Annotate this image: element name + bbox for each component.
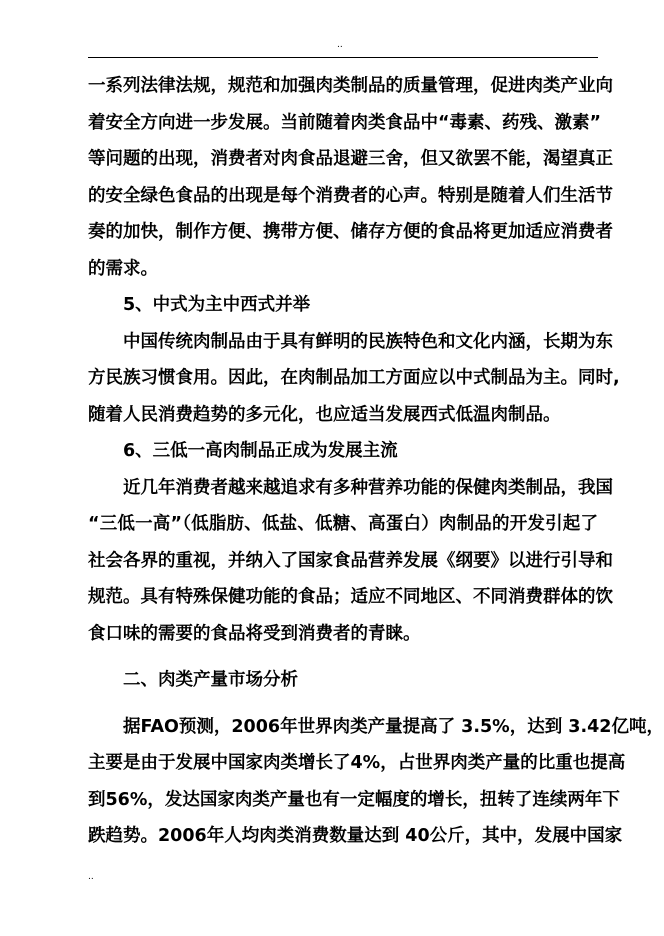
document-body [88,68,664,855]
paragraph-line: 规范。具有特殊保健功能的食品；适应不同地区、不同消费群体的饮 [88,587,613,607]
paragraph-line: 一系列法律法规，规范和加强肉类制品的质量管理，促进肉类产业向 [88,76,613,96]
header-rule [88,57,598,58]
section-heading: 二、肉类产量市场分析 [123,670,298,690]
paragraph-line: 中国传统肉制品由于具有鲜明的民族特色和文化内涵，长期为东 [123,331,613,352]
paragraph-line: 社会各界的重视，并纳入了国家食品营养发展《纲要》以进行引导和 [88,550,613,571]
paragraph-line: 近几年消费者越来越追求有多种营养功能的保健肉类制品，我国 [123,477,613,498]
section-heading: 6、三低一高肉制品正成为发展主流 [123,441,398,461]
paragraph-line: 的需求。 [88,258,158,279]
paragraph-line: 到56%，发达国家肉类产量也有一定幅度的增长，扭转了连续两年下 [88,789,620,810]
paragraph-line: 方民族习惯食用。因此，在肉制品加工方面应以中式制品为主。同时, [88,368,620,388]
paragraph-line: 跌趋势。2006年人均肉类消费数量达到 40公斤，其中，发展中国家 [88,826,623,846]
paragraph-line: “三低一高”（低脂肪、低盐、低糖、高蛋白）肉制品的开发引起了 [88,514,598,534]
paragraph-line: 主要是由于发展中国家肉类增长了4%，占世界肉类产量的比重也提高 [88,753,626,773]
paragraph-line: 随着人民消费趋势的多元化，也应适当发展西式低温肉制品。 [88,404,561,425]
paragraph-line: 着安全方向进一步发展。当前随着肉类食品中“毒素、药残、激素” [88,112,602,133]
paragraph-line: 奏的加快，制作方便、携带方便、储存方便的食品将更加适应消费者 [88,222,613,242]
header-mark: .. [337,40,343,50]
paragraph-line: 等问题的出现，消费者对肉食品退避三舍，但又欲罢不能，渴望真正 [88,149,613,169]
paragraph-line: 的安全绿色食品的出现是每个消费者的心声。特别是随着人们生活节 [88,185,613,206]
section-heading: 5、中式为主中西式并举 [123,295,311,315]
paragraph-line: 食口味的需要的食品将受到消费者的青睐。 [88,623,421,644]
paragraph-line: 据FAO预测，2006年世界肉类产量提高了 3.5%，达到 3.42亿吨， [123,716,664,737]
footer-mark: .. [88,872,94,882]
